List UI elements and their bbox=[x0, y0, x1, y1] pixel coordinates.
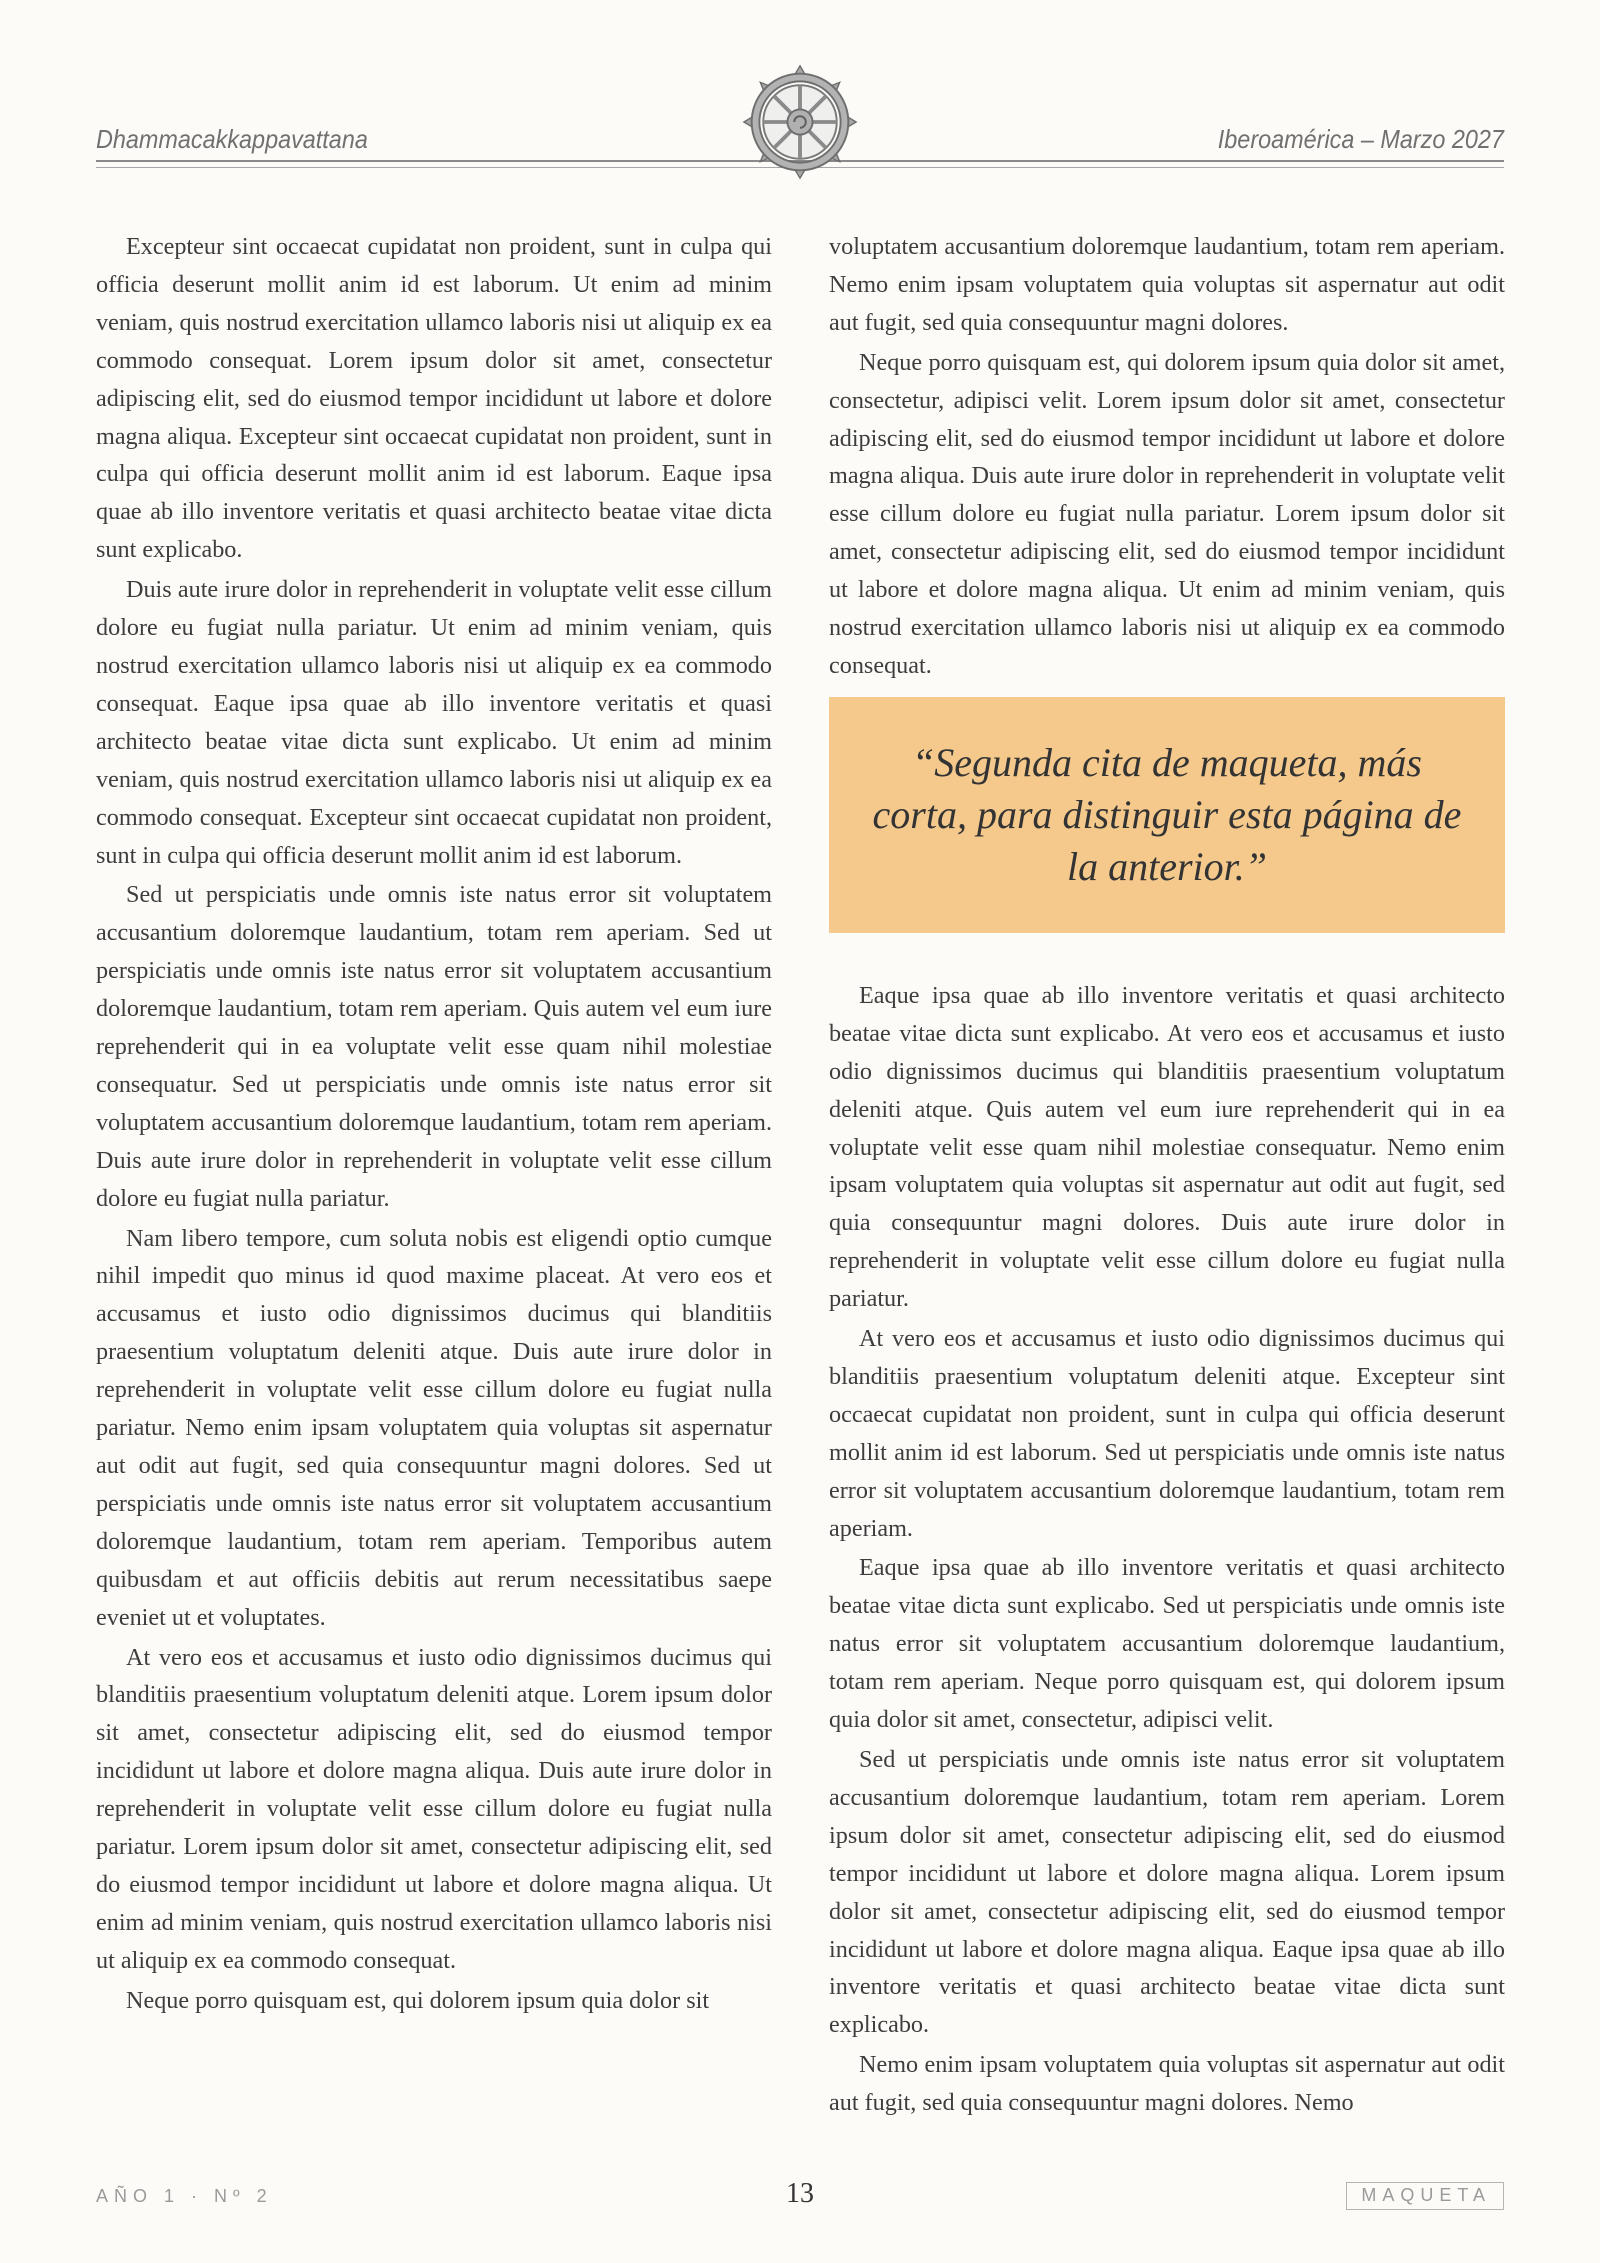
body-paragraph: Excepteur sint occaecat cupidatat non proident, sunt in culpa qui officia deserunt mollit anim id est laborum. Ut enim ad minim veniam, quis nostrud exercitation ullamco laboris nisi ut aliquip ex ea commodo consequat. Lorem ipsum dolor sit amet, consectetur adipiscing elit, sed do eiusmod tempor incididunt ut labore et dolore magna aliqua. Excepteur sint occaecat cupidatat non proident, sunt in culpa qui officia deserunt mollit anim id est laborum. Eaque ipsa quae ab illo inventore veritatis et quasi architecto beatae vitae dicta sunt explicabo. bbox=[96, 233, 772, 564]
page-footer bbox=[96, 2176, 1504, 2220]
issue-date: Iberoamérica – Marzo 2027 bbox=[1217, 124, 1504, 154]
body-paragraph: At vero eos et accusamus et iusto odio dignissimos ducimus qui blanditiis praesentium voluptatum deleniti atque. Excepteur sint occaecat cupidatat non proident, sunt in culpa qui officia deserunt mollit anim id est laborum. Sed ut perspiciatis unde omnis iste natus error sit voluptatem accusantium doloremque laudantium, totam rem aperiam. bbox=[829, 1325, 1505, 1542]
draft-badge: MAQUETA bbox=[1346, 2182, 1504, 2210]
right-column bbox=[829, 228, 1505, 2132]
page-number: 13 bbox=[786, 2178, 814, 2209]
right-column-bottom bbox=[829, 977, 1505, 2122]
body-paragraph: At vero eos et accusamus et iusto odio dignissimos ducimus qui blanditiis praesentium voluptatum deleniti atque. Lorem ipsum dolor sit amet, consectetur adipiscing elit, sed do eiusmod tempor incididunt ut labore et dolore magna aliqua. Duis aute irure dolor in reprehenderit in voluptate velit esse cillum dolore eu fugiat nulla pariatur. Lorem ipsum dolor sit amet, consectetur adipiscing elit, sed do eiusmod tempor incididunt ut labore et dolore magna aliqua. Ut enim ad minim veniam, quis nostrud exercitation ullamco laboris nisi ut aliquip ex ea commodo consequat. bbox=[96, 1643, 772, 1974]
body-paragraph: Neque porro quisquam est, qui dolorem ipsum quia dolor sit amet, consectetur, adipisci velit. Lorem ipsum dolor sit amet, consectetur adipiscing elit, sed do eiusmod tempor incididunt ut labore et dolore magna aliqua. Duis aute irure dolor in reprehenderit in voluptate velit esse cillum dolore eu fugiat nulla pariatur. Lorem ipsum dolor sit amet, consectetur adipiscing elit, sed do eiusmod tempor incididunt ut labore et dolore magna aliqua. Ut enim ad minim veniam, quis nostrud exercitation ullamco laboris nisi ut aliquip ex ea commodo consequat. bbox=[829, 348, 1505, 679]
dharma-wheel-icon bbox=[742, 64, 858, 180]
left-column bbox=[96, 228, 772, 2132]
body-paragraph: Eaque ipsa quae ab illo inventore veritatis et quasi architecto beatae vitae dicta sunt explicabo. At vero eos et accusamus et iusto odio dignissimos ducimus qui blanditiis praesentium voluptatum deleniti atque. Quis autem vel eum iure reprehenderit qui in ea voluptate velit esse quam nihil molestiae consequatur. Nemo enim ipsam voluptatem quia voluptas sit aspernatur aut odit aut fugit, sed quia consequuntur magni dolores. Duis aute irure dolor in reprehenderit in voluptate velit esse cillum dolore eu fugiat nulla pariatur. bbox=[829, 981, 1505, 1313]
body-paragraph: Nam libero tempore, cum soluta nobis est eligendi optio cumque nihil impedit quo minus id quod maxime placeat. At vero eos et accusamus et iusto odio dignissimos ducimus qui blanditiis praesentium voluptatum deleniti atque. Duis aute irure dolor in reprehenderit in voluptate velit esse cillum dolore eu fugiat nulla pariatur. Nemo enim ipsam voluptatem quia voluptas sit aspernatur aut odit aut fugit, sed quia consequuntur magni dolores. Sed ut perspiciatis unde omnis iste natus error sit voluptatem accusantium doloremque laudantium, totam rem aperiam. Temporibus autem quibusdam et aut officiis debitis aut rerum necessitatibus saepe eveniet ut et voluptates. bbox=[96, 1224, 772, 1631]
body-paragraph: Eaque ipsa quae ab illo inventore veritatis et quasi architecto beatae vitae dicta sunt explicabo. Sed ut perspiciatis unde omnis iste natus error sit voluptatem accusantium doloremque laudantium, totam rem aperiam. Neque porro quisquam est, qui dolorem ipsum quia dolor sit amet, consectetur, adipisci velit. bbox=[829, 1554, 1505, 1734]
body-paragraph: Sed ut perspiciatis unde omnis iste natus error sit voluptatem accusantium doloremque laudantium, totam rem aperiam. Sed ut perspiciatis unde omnis iste natus error sit voluptatem accusantium doloremque laudantium, totam rem aperiam. Quis autem vel eum iure reprehenderit qui in ea voluptate velit esse quam nihil molestiae consequatur. Sed ut perspiciatis unde omnis iste natus error sit voluptatem accusantium doloremque laudantium, totam rem aperiam. Duis aute irure dolor in reprehenderit in voluptate velit esse cillum dolore eu fugiat nulla pariatur. bbox=[96, 881, 772, 1212]
journal-title: Dhammacakkappavattana bbox=[96, 124, 368, 154]
right-column-top bbox=[829, 228, 1505, 685]
page-header bbox=[96, 60, 1504, 180]
body-paragraph: Nemo enim ipsam voluptatem quia voluptas sit aspernatur aut odit aut fugit, sed quia consequuntur magni dolores. Nemo bbox=[829, 2051, 1505, 2117]
body-paragraph: Duis aute irure dolor in reprehenderit in voluptate velit esse cillum dolore eu fugiat nulla pariatur. Ut enim ad minim veniam, quis nostrud exercitation ullamco laboris nisi ut aliquip ex ea commodo consequat. Eaque ipsa quae ab illo inventore veritatis et quasi architecto beatae vitae dicta sunt explicabo. Ut enim ad minim veniam, quis nostrud exercitation ullamco laboris nisi ut aliquip ex ea commodo consequat. Excepteur sint occaecat cupidatat non proident, sunt in culpa qui officia deserunt mollit anim id est laborum. bbox=[96, 576, 772, 869]
body-paragraph: Neque porro quisquam est, qui dolorem ipsum quia dolor sit bbox=[126, 1986, 710, 2014]
body-paragraph: Sed ut perspiciatis unde omnis iste natus error sit voluptatem accusantium doloremque laudantium, totam rem aperiam. Lorem ipsum dolor sit amet, consectetur adipiscing elit, sed do eiusmod tempor incididunt ut labore et dolore magna aliqua. Lorem ipsum dolor sit amet, consectetur adipiscing elit, sed do eiusmod tempor incididunt ut labore et dolore magna aliqua. Eaque ipsa quae ab illo inventore veritatis et quasi architecto beatae vitae dicta sunt explicabo. bbox=[829, 1746, 1505, 2039]
body-paragraph: voluptatem accusantium doloremque laudantium, totam rem aperiam. Nemo enim ipsam voluptatem quia voluptas sit aspernatur aut odit aut fugit, sed quia consequuntur magni dolores. bbox=[829, 233, 1505, 336]
issue-number: AÑO 1 · Nº 2 bbox=[96, 2186, 273, 2206]
pull-quote: “Segunda cita de maqueta, más corta, para distinguir esta página de la anterior.” bbox=[829, 697, 1505, 933]
